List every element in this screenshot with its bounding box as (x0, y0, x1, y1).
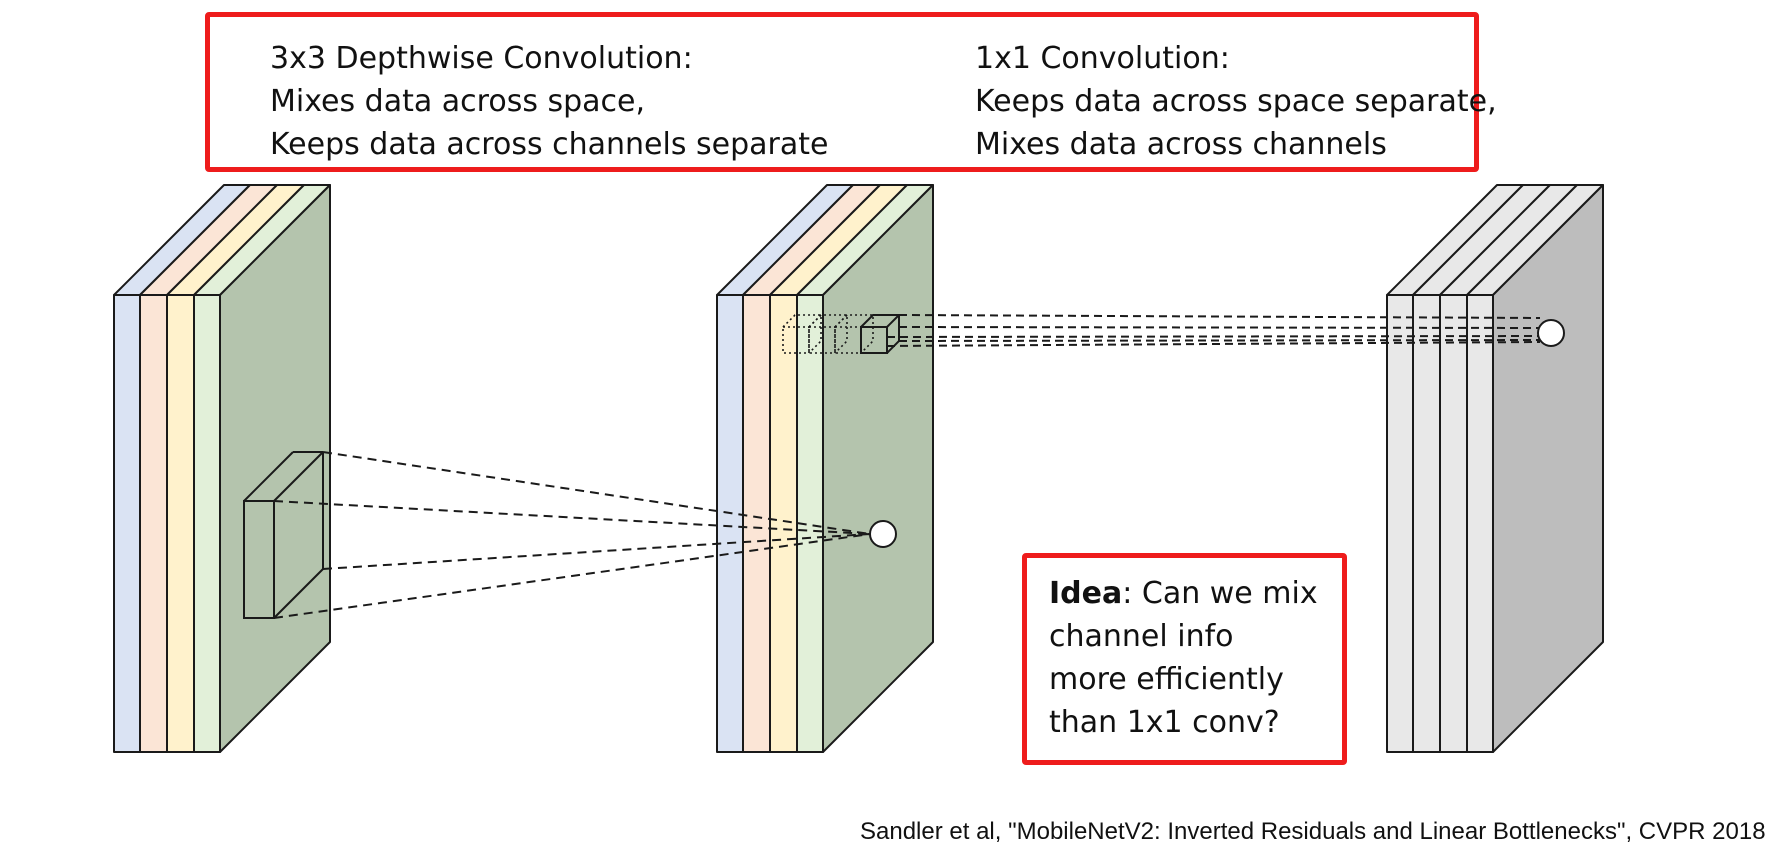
middle-channel-yellow (770, 295, 797, 752)
input-channel-green (194, 295, 220, 752)
output-channel-4 (1467, 295, 1493, 752)
depthwise-line-2: Keeps data across channels separate (270, 127, 829, 162)
depthwise-description (270, 37, 828, 166)
idea-line-1: : Can we mix (1122, 576, 1318, 611)
depthwise-line-1: Mixes data across space, (270, 84, 646, 119)
input-channel-yellow (167, 295, 194, 752)
input-channel-blue (114, 295, 140, 752)
idea-label: Idea (1049, 576, 1123, 611)
output-channel-2 (1413, 295, 1440, 752)
pointwise-line-1: Keeps data across space separate, (975, 84, 1497, 119)
pointwise-title: 1x1 Convolution: (975, 41, 1230, 76)
idea-line-3: more efficiently (1049, 662, 1284, 697)
input-channel-pink (140, 295, 167, 752)
output-channel-3 (1440, 295, 1467, 752)
idea-line-2: channel info (1049, 619, 1234, 654)
pointwise-description (975, 37, 1497, 166)
middle-channel-blue (717, 295, 743, 752)
pointwise-line-2: Mixes data across channels (975, 127, 1387, 162)
middle-feature-stack (717, 185, 933, 752)
idea-text (1049, 572, 1318, 744)
depthwise-output-point (870, 521, 896, 547)
input-feature-stack (114, 185, 330, 752)
middle-channel-pink (743, 295, 770, 752)
conv-explanation-box (205, 12, 1497, 172)
idea-line-4: than 1x1 conv? (1049, 705, 1280, 740)
pointwise-output-point (1538, 320, 1564, 346)
idea-box (1022, 553, 1347, 765)
citation: Sandler et al, "MobileNetV2: Inverted Residuals and Linear Bottlenecks", CVPR 2018 (860, 818, 1766, 845)
output-feature-stack (1387, 185, 1603, 752)
output-channel-1 (1387, 295, 1413, 752)
depthwise-title: 3x3 Depthwise Convolution: (270, 41, 693, 76)
